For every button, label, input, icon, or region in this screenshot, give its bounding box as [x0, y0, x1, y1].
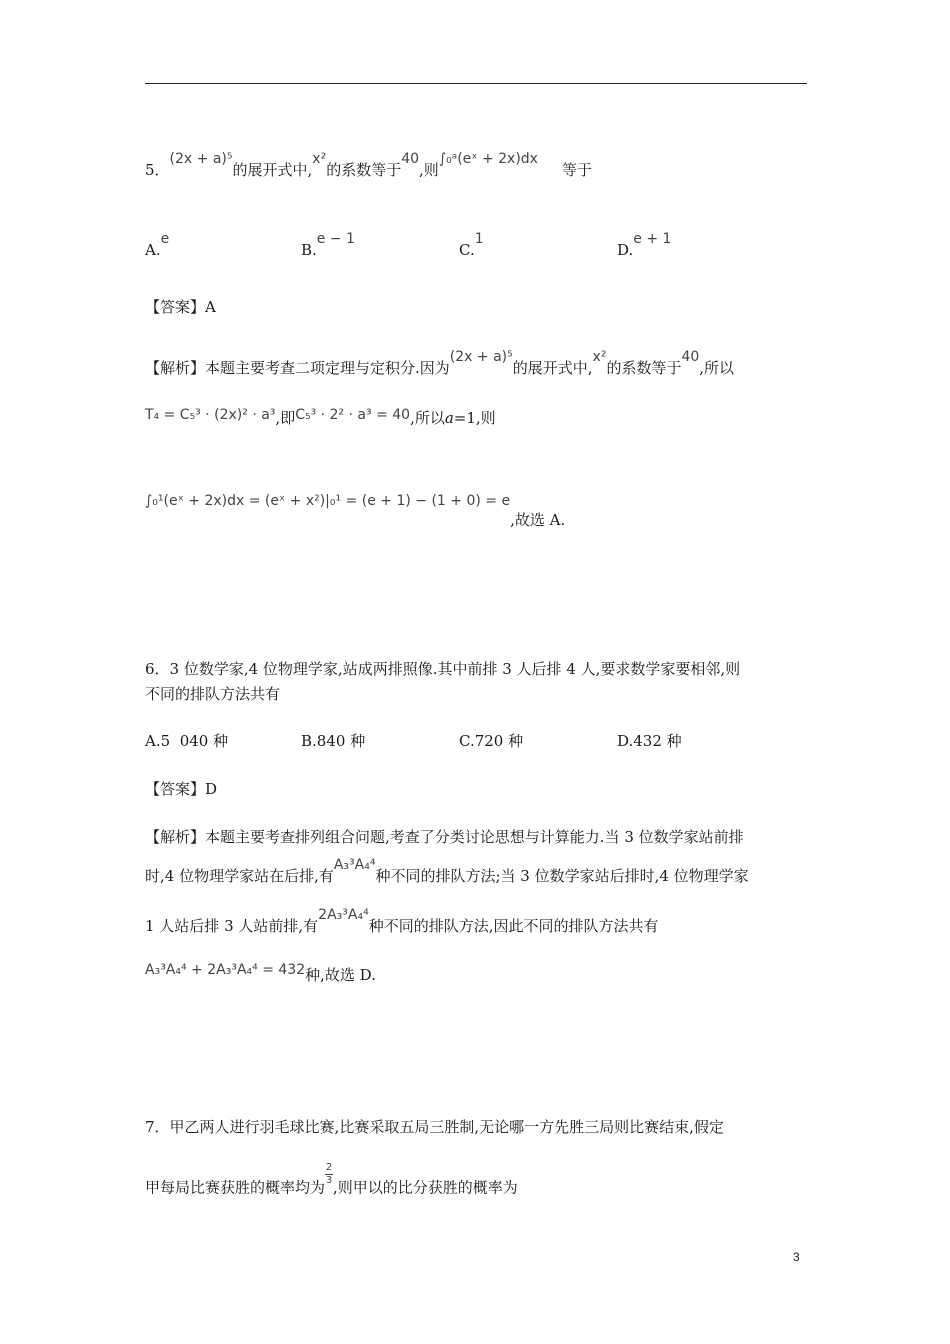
q7-fraction [325, 1162, 333, 1187]
analysis-text: 的展开式中, [512, 359, 593, 377]
q5-option-c [459, 231, 484, 261]
answer-label: 【答案】 [145, 298, 206, 316]
q7-stem-line-2 [145, 1162, 518, 1201]
option-value: 432 种 [633, 732, 682, 750]
analysis-text: 种不同的排队方法,因此不同的排队方法共有 [368, 917, 659, 935]
analysis-expr: 2A₃³A₄⁴ [318, 907, 369, 923]
analysis-text: 时,4 位物理学家站在后排,有 [145, 867, 334, 885]
fraction-denominator: 3 [325, 1175, 333, 1186]
q5-answer [145, 297, 216, 317]
analysis-label: 【解析】 [145, 828, 206, 846]
analysis-text: 1 人站后排 3 人站前排,有 [145, 917, 319, 935]
option-value: e + 1 [633, 231, 672, 247]
page-number: 3 [793, 1250, 800, 1264]
analysis-expr: x² [592, 349, 607, 365]
analysis-text: 种不同的排队方法;当 3 位数学家站后排时,4 位物理学家 [375, 867, 749, 885]
analysis-text: 种,故选 D. [305, 966, 376, 984]
q6-analysis-line-2 [145, 857, 749, 887]
option-value: 720 种 [474, 732, 524, 750]
q5-expr-x2: x² [312, 151, 327, 167]
analysis-text: ,故选 A. [510, 511, 566, 529]
option-label: D. [617, 241, 634, 259]
option-value: e [160, 231, 170, 247]
q5-option-b [301, 231, 355, 261]
option-label: C. [459, 241, 475, 259]
q6-analysis-line-4 [145, 962, 376, 986]
q5-analysis-line-1 [145, 349, 735, 379]
option-label: B. [301, 241, 317, 259]
answer-value: A [205, 298, 216, 316]
analysis-text: 的系数等于 [606, 359, 682, 377]
q7-stem-line-1: 7．甲乙两人进行羽毛球比赛,比赛采取五局三胜制,无论哪一方先胜三局则比赛结束,假定 [145, 1118, 724, 1136]
q5-integral: ∫₀ᵃ(eˣ + 2x)dx [438, 151, 538, 167]
q6-stem-line-1: 6．3 位数学家,4 位物理学家,站成两排照像.其中前排 3 人后排 4 人,要求数学家要相邻,则 [145, 660, 741, 678]
analysis-text: ,即 [275, 409, 296, 427]
q5-text-2: 的系数等于 [326, 161, 402, 179]
q6-option-b [301, 731, 365, 751]
header-rule [145, 83, 807, 84]
option-label: C. [459, 732, 475, 750]
q6-stem-line-2: 不同的排队方法共有 [145, 685, 281, 703]
q5-stem [145, 151, 592, 181]
analysis-expr: (2x + a)⁵ [449, 349, 513, 365]
analysis-expr: C₅³ · 2² · a³ = 40 [295, 407, 411, 423]
q7-text: 甲每局比赛获胜的概率均为 [145, 1178, 326, 1197]
q6-answer [145, 779, 217, 799]
analysis-integral: ∫₀¹(eˣ + 2x)dx = (eˣ + x²)|₀¹ = (e + 1) − (1 + 0) = e [145, 493, 511, 509]
q5-text-4: 等于 [561, 161, 592, 179]
q5-expr-binomial: (2x + a)⁵ [169, 151, 233, 167]
option-label: A. [145, 732, 161, 750]
option-value: 5 040 种 [160, 732, 229, 750]
answer-value: D [205, 780, 218, 798]
q6-option-d [617, 731, 682, 751]
option-label: A. [145, 241, 161, 259]
q6-analysis-line-3 [145, 907, 659, 937]
q5-text-1: 的展开式中, [232, 161, 313, 179]
q5-analysis-line-2 [145, 408, 496, 429]
analysis-text: ,所以 [699, 359, 735, 377]
analysis-text: 本题主要考查二项定理与定积分.因为 [205, 359, 450, 377]
q5-expr-40: 40 [401, 151, 420, 167]
fraction-numerator: 2 [325, 1162, 333, 1173]
option-label: D. [617, 732, 634, 750]
analysis-expr: A₃³A₄⁴ + 2A₃³A₄⁴ = 432 [145, 962, 306, 978]
q5-number: 5． [145, 161, 170, 179]
option-label: B. [301, 732, 317, 750]
q7-text: ,则甲以的比分获胜的概率为 [333, 1178, 518, 1197]
q6-analysis-line-1 [145, 827, 744, 847]
q5-text-3: ,则 [419, 161, 439, 179]
q6-option-c [459, 731, 523, 751]
analysis-text: 本题主要考查排列组合问题,考查了分类讨论思想与计算能力.当 3 位数学家站前排 [205, 828, 744, 846]
analysis-label: 【解析】 [145, 359, 206, 377]
analysis-expr: A₃³A₄⁴ [333, 857, 376, 873]
analysis-expr: 40 [681, 349, 700, 365]
q5-option-d [617, 231, 672, 261]
analysis-expr: T₄ = C₅³ · (2x)² · a³ [145, 407, 276, 423]
answer-label: 【答案】 [145, 780, 206, 798]
option-value: 1 [474, 231, 484, 247]
q6-option-a [145, 731, 228, 751]
q5-option-a [145, 231, 170, 261]
option-value: e − 1 [316, 231, 355, 247]
analysis-text: ,所以 [410, 409, 445, 427]
q5-analysis-line-3 [145, 493, 566, 529]
analysis-variable: a [444, 409, 454, 427]
analysis-text: =1,则 [453, 409, 496, 427]
option-value: 840 种 [316, 732, 366, 750]
